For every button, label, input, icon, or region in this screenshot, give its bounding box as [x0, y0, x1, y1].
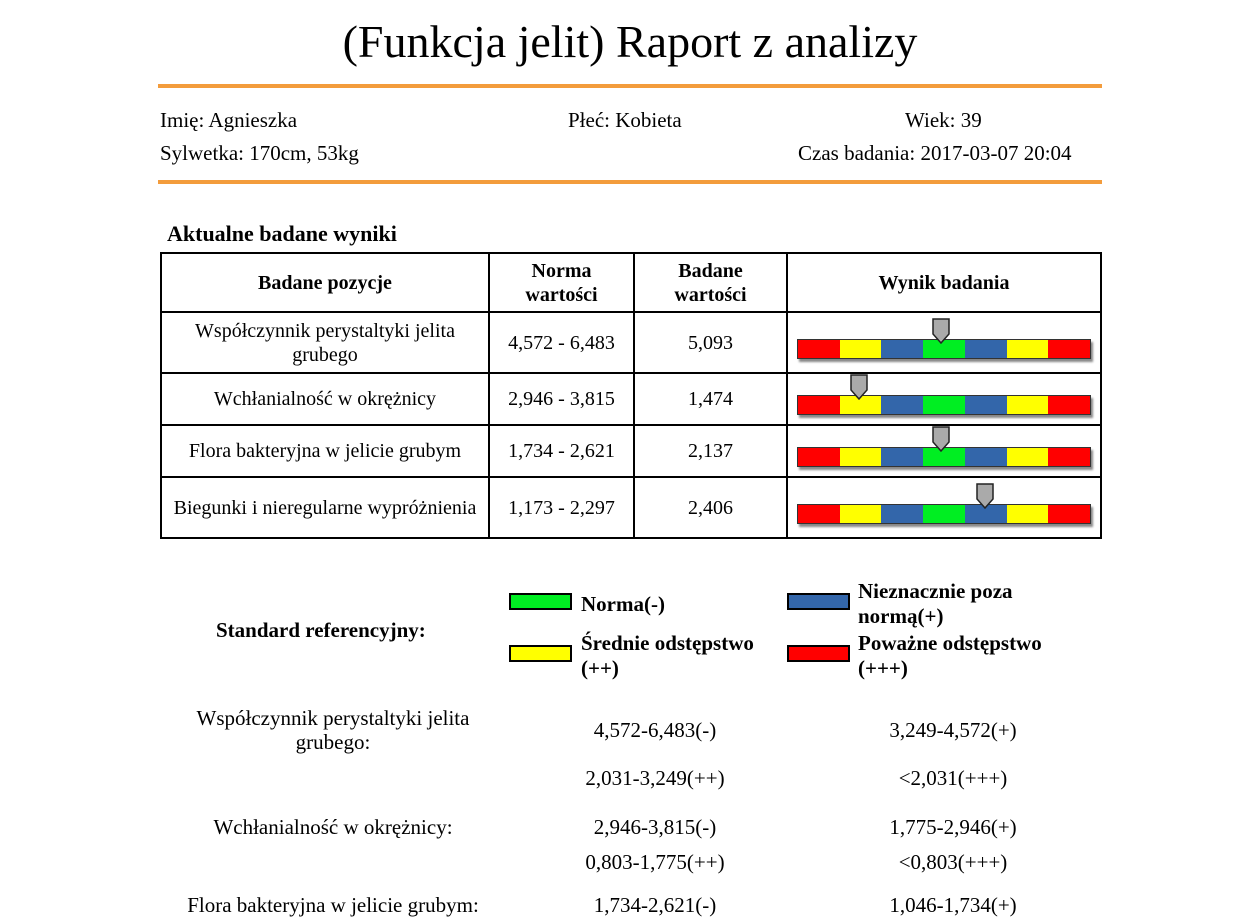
bar-segment-red	[1048, 396, 1090, 414]
legend-swatch-blue	[787, 593, 850, 610]
result-bar	[797, 447, 1091, 467]
table-row	[161, 425, 1101, 477]
header-value: Badane wartości	[634, 253, 787, 312]
table-row	[161, 373, 1101, 425]
bar-segment-red	[798, 505, 840, 523]
patient-gender: Płeć: Kobieta	[568, 108, 682, 132]
row-norm: 2,946 - 3,815	[489, 373, 634, 425]
reference-name: Wchłanialność w okrężnicy:	[213, 815, 453, 839]
row-norm: 1,734 - 2,621	[489, 425, 634, 477]
reference-standard-label: Standard referencyjny:	[216, 618, 426, 642]
bar-segment-yellow	[1007, 340, 1049, 358]
bar-segment-yellow	[1007, 396, 1049, 414]
result-pointer-icon	[932, 426, 950, 452]
results-table	[160, 252, 1102, 539]
reference-range: <0,803(+++)	[898, 850, 1008, 874]
table-row	[161, 312, 1101, 373]
row-value: 1,474	[634, 373, 787, 425]
bar-segment-blue	[881, 340, 923, 358]
row-result	[787, 477, 1101, 538]
header-position: Badane pozycje	[161, 253, 489, 312]
bar-segment-blue	[965, 396, 1007, 414]
bar-segment-blue	[881, 396, 923, 414]
reference-range: 2,031-3,249(++)	[585, 766, 725, 790]
legend-text-serious: Poważne odstępstwo (+++)	[858, 631, 1042, 680]
patient-figure: Sylwetka: 170cm, 53kg	[160, 141, 359, 165]
bar-segment-green	[923, 505, 965, 523]
reference-range: 3,249-4,572(+)	[889, 718, 1017, 742]
header-norm: Norma wartości	[489, 253, 634, 312]
reference-range: 2,946-3,815(-)	[593, 815, 717, 839]
row-result	[787, 373, 1101, 425]
result-pointer-icon	[932, 318, 950, 344]
bar-segment-yellow	[840, 340, 882, 358]
row-result	[787, 312, 1101, 373]
bar-segment-blue	[965, 448, 1007, 466]
patient-age: Wiek: 39	[905, 108, 982, 132]
bar-segment-red	[798, 396, 840, 414]
bar-segment-red	[1048, 505, 1090, 523]
row-value: 2,137	[634, 425, 787, 477]
bar-segment-red	[798, 340, 840, 358]
legend-text-slight: Nieznacznie poza normą(+)	[858, 579, 1013, 628]
bar-segment-green	[923, 396, 965, 414]
row-value: 5,093	[634, 312, 787, 373]
section-title: Aktualne badane wyniki	[167, 221, 397, 246]
bar-segment-yellow	[1007, 505, 1049, 523]
result-bar	[797, 504, 1091, 524]
bar-segment-blue	[881, 505, 923, 523]
reference-range: 0,803-1,775(++)	[585, 850, 725, 874]
header-rule-top	[158, 84, 1102, 88]
row-norm: 1,173 - 2,297	[489, 477, 634, 538]
reference-range: 1,775-2,946(+)	[889, 815, 1017, 839]
reference-name: Współczynnik perystaltyki jelita grubego:	[196, 706, 470, 754]
bar-segment-red	[798, 448, 840, 466]
bar-segment-red	[1048, 448, 1090, 466]
report-title: (Funkcja jelit) Raport z analizy	[342, 16, 918, 67]
bar-segment-red	[1048, 340, 1090, 358]
row-norm: 4,572 - 6,483	[489, 312, 634, 373]
row-result	[787, 425, 1101, 477]
bar-segment-blue	[881, 448, 923, 466]
reference-range: 1,734-2,621(-)	[593, 893, 717, 917]
bar-segment-yellow	[1007, 448, 1049, 466]
legend-text-norm: Norma(-)	[581, 592, 665, 616]
result-bar	[797, 395, 1091, 415]
result-pointer-icon	[850, 374, 868, 400]
reference-range: 1,046-1,734(+)	[889, 893, 1017, 917]
reference-name: Flora bakteryjna w jelicie grubym:	[187, 893, 479, 917]
legend-swatch-red	[787, 645, 850, 662]
reference-range: <2,031(+++)	[898, 766, 1008, 790]
result-pointer-icon	[976, 483, 994, 509]
header-rule-bottom	[158, 180, 1102, 184]
result-bar	[797, 339, 1091, 359]
legend-swatch-yellow	[509, 645, 572, 662]
exam-time: Czas badania: 2017-03-07 20:04	[798, 141, 1072, 165]
table-header-row	[161, 253, 1101, 312]
reference-range: 4,572-6,483(-)	[593, 718, 717, 742]
bar-segment-yellow	[840, 505, 882, 523]
table-row	[161, 477, 1101, 538]
row-name: Flora bakteryjna w jelicie grubym	[161, 425, 489, 477]
legend-swatch-green	[509, 593, 572, 610]
header-result: Wynik badania	[787, 253, 1101, 312]
row-name: Biegunki i nieregularne wypróżnienia	[161, 477, 489, 538]
bar-segment-blue	[965, 340, 1007, 358]
bar-segment-yellow	[840, 448, 882, 466]
row-value: 2,406	[634, 477, 787, 538]
legend-text-medium: Średnie odstępstwo (++)	[581, 631, 754, 680]
row-name: Współczynnik perystaltyki jelita grubego	[161, 312, 489, 373]
patient-name: Imię: Agnieszka	[160, 108, 298, 132]
row-name: Wchłanialność w okrężnicy	[161, 373, 489, 425]
